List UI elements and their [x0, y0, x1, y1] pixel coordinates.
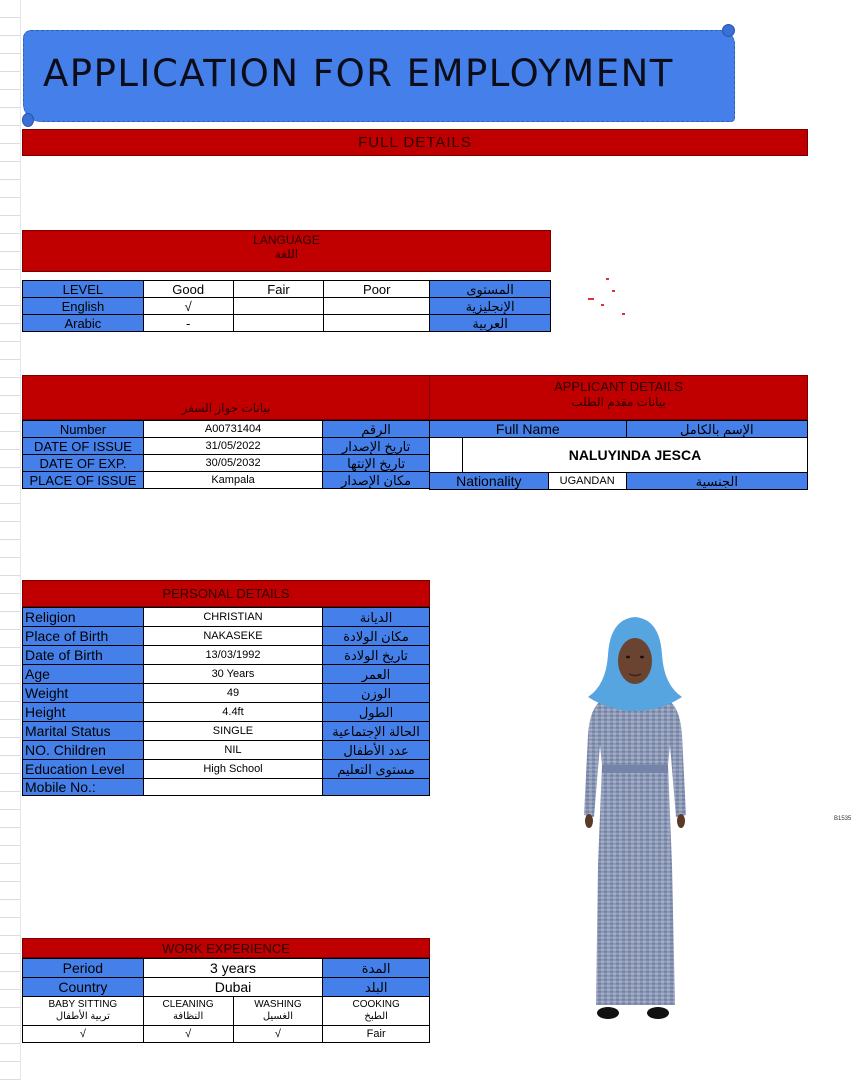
period-row	[23, 959, 430, 978]
country-value: Dubai	[143, 978, 323, 997]
applicant-table	[429, 420, 808, 490]
passport-value: 30/05/2032	[143, 455, 322, 472]
passport-value: 31/05/2022	[143, 438, 322, 455]
skill-value: √	[23, 1026, 144, 1043]
skill-header-washing	[233, 997, 323, 1026]
language-name-ar: الإنجليزية	[430, 298, 551, 315]
personal-row	[23, 646, 430, 665]
personal-row	[23, 665, 430, 684]
row-gutter	[0, 0, 21, 1080]
language-good: -	[143, 315, 233, 332]
passport-row	[23, 438, 430, 455]
skill-name-ar: تربية الأطفال	[55, 1011, 110, 1022]
language-name: English	[23, 298, 144, 315]
passport-label: DATE OF EXP.	[23, 455, 144, 472]
country-label-ar: البلد	[323, 978, 430, 997]
skill-name: BABY SITTING	[48, 999, 118, 1010]
language-table	[22, 280, 551, 332]
personal-label-ar: مستوى التعليم	[323, 760, 430, 779]
personal-row	[23, 722, 430, 741]
personal-label-ar: تاريخ الولادة	[323, 646, 430, 665]
personal-label: Place of Birth	[23, 627, 144, 646]
passport-label-ar: تاريخ الإصدار	[323, 438, 430, 455]
language-poor	[324, 298, 430, 315]
passport-label-ar: تاريخ الإنتها	[323, 455, 430, 472]
nationality-value: UGANDAN	[548, 473, 626, 490]
personal-label: Date of Birth	[23, 646, 144, 665]
skill-header-baby-sitting	[23, 997, 144, 1026]
passport-label-ar: مكان الإصدار	[323, 472, 430, 489]
personal-label: Education Level	[23, 760, 144, 779]
full-name-value: NALUYINDA JESCA	[462, 438, 807, 473]
personal-value: High School	[143, 760, 322, 779]
applicant-title-en: APPLICANT DETAILS	[554, 379, 683, 394]
personal-value: CHRISTIAN	[143, 608, 322, 627]
language-poor	[324, 315, 430, 332]
skill-value: √	[143, 1026, 233, 1043]
language-header	[22, 230, 551, 272]
skill-value: √	[233, 1026, 323, 1043]
passport-row	[23, 455, 430, 472]
personal-row	[23, 608, 430, 627]
personal-label: Marital Status	[23, 722, 144, 741]
personal-label-ar: مكان الولادة	[323, 627, 430, 646]
language-title-ar: اللغة	[274, 247, 299, 261]
personal-value: 4.4ft	[143, 703, 322, 722]
full-name-label-row	[430, 421, 808, 438]
period-value: 3 years	[143, 959, 323, 978]
nationality-label: Nationality	[430, 473, 549, 490]
language-name: Arabic	[23, 315, 144, 332]
personal-row	[23, 703, 430, 722]
passport-table	[22, 420, 430, 489]
personal-label-ar: الحالة الإجتماعية	[323, 722, 430, 741]
applicant-photo	[580, 615, 690, 1025]
full-name-label-ar: الإسم بالكامل	[626, 421, 807, 438]
passport-label-ar: الرقم	[323, 421, 430, 438]
passport-label: PLACE OF ISSUE	[23, 472, 144, 489]
poor-header: Poor	[324, 281, 430, 298]
skill-name-ar: الغسيل	[262, 1011, 293, 1022]
personal-value: 13/03/1992	[143, 646, 322, 665]
level-header-ar: المستوى	[430, 281, 551, 298]
personal-value	[143, 779, 322, 796]
passport-label: DATE OF ISSUE	[23, 438, 144, 455]
language-row-arabic	[23, 315, 551, 332]
personal-label-ar: الوزن	[323, 684, 430, 703]
side-code: B1535	[834, 816, 851, 822]
personal-value: SINGLE	[143, 722, 322, 741]
skill-name-ar: الطبخ	[364, 1011, 388, 1022]
personal-value: 30 Years	[143, 665, 322, 684]
language-name-ar: العربية	[430, 315, 551, 332]
personal-row	[23, 684, 430, 703]
personal-value: 49	[143, 684, 322, 703]
passport-header	[22, 375, 430, 420]
personal-details-table	[22, 607, 430, 796]
personal-label: Mobile No.:	[23, 779, 144, 796]
stray-mark	[606, 278, 609, 280]
full-details-bar: FULL DETAILS	[22, 129, 808, 156]
good-header: Good	[143, 281, 233, 298]
page-title: APPLICATION FOR EMPLOYMENT	[43, 52, 674, 95]
skill-name: COOKING	[352, 999, 400, 1010]
passport-value: A00731404	[143, 421, 322, 438]
personal-label: Weight	[23, 684, 144, 703]
passport-row	[23, 421, 430, 438]
personal-label-ar: عدد الأطفال	[323, 741, 430, 760]
spacer-cell	[430, 438, 463, 473]
personal-row	[23, 741, 430, 760]
personal-label: Religion	[23, 608, 144, 627]
personal-row	[23, 627, 430, 646]
nationality-row	[430, 473, 808, 490]
personal-label: Height	[23, 703, 144, 722]
language-fair	[233, 298, 324, 315]
level-header: LEVEL	[23, 281, 144, 298]
banner-scroll-top	[722, 24, 735, 37]
skill-header-cooking	[323, 997, 430, 1026]
skill-name: WASHING	[254, 999, 302, 1010]
passport-row	[23, 472, 430, 489]
nationality-label-ar: الجنسية	[626, 473, 807, 490]
full-name-label: Full Name	[430, 421, 627, 438]
language-header-row	[23, 281, 551, 298]
personal-row	[23, 779, 430, 796]
personal-label: NO. Children	[23, 741, 144, 760]
personal-label-ar: الديانة	[323, 608, 430, 627]
stray-mark	[612, 290, 615, 292]
personal-value: NAKASEKE	[143, 627, 322, 646]
passport-value: Kampala	[143, 472, 322, 489]
personal-details-header: PERSONAL DETAILS	[22, 580, 430, 607]
skills-header-row	[23, 997, 430, 1026]
stray-mark	[622, 313, 625, 315]
stray-mark	[588, 298, 594, 300]
applicant-title-ar: بيانات مقدم الطلب	[571, 395, 666, 409]
period-label: Period	[23, 959, 144, 978]
personal-label-ar: الطول	[323, 703, 430, 722]
skill-value: Fair	[323, 1026, 430, 1043]
personal-label-ar: العمر	[323, 665, 430, 684]
applicant-header	[429, 375, 808, 420]
language-row-english	[23, 298, 551, 315]
stray-mark	[601, 304, 604, 306]
language-fair	[233, 315, 324, 332]
personal-label: Age	[23, 665, 144, 684]
language-good: √	[143, 298, 233, 315]
skill-name-ar: النظافة	[173, 1011, 204, 1022]
fair-header: Fair	[233, 281, 324, 298]
passport-label: Number	[23, 421, 144, 438]
language-title-en: LANGUAGE	[253, 233, 320, 247]
skill-name: CLEANING	[162, 999, 214, 1010]
country-row	[23, 978, 430, 997]
banner-scroll-bottom	[22, 113, 34, 127]
personal-row	[23, 760, 430, 779]
personal-value: NIL	[143, 741, 322, 760]
passport-title-ar: بيانات جواز السفر	[181, 401, 271, 415]
period-label-ar: المدة	[323, 959, 430, 978]
work-experience-header: WORK EXPERIENCE	[22, 938, 430, 958]
personal-label-ar	[323, 779, 430, 796]
work-experience-table	[22, 958, 430, 1043]
skills-value-row	[23, 1026, 430, 1043]
country-label: Country	[23, 978, 144, 997]
skill-header-cleaning	[143, 997, 233, 1026]
